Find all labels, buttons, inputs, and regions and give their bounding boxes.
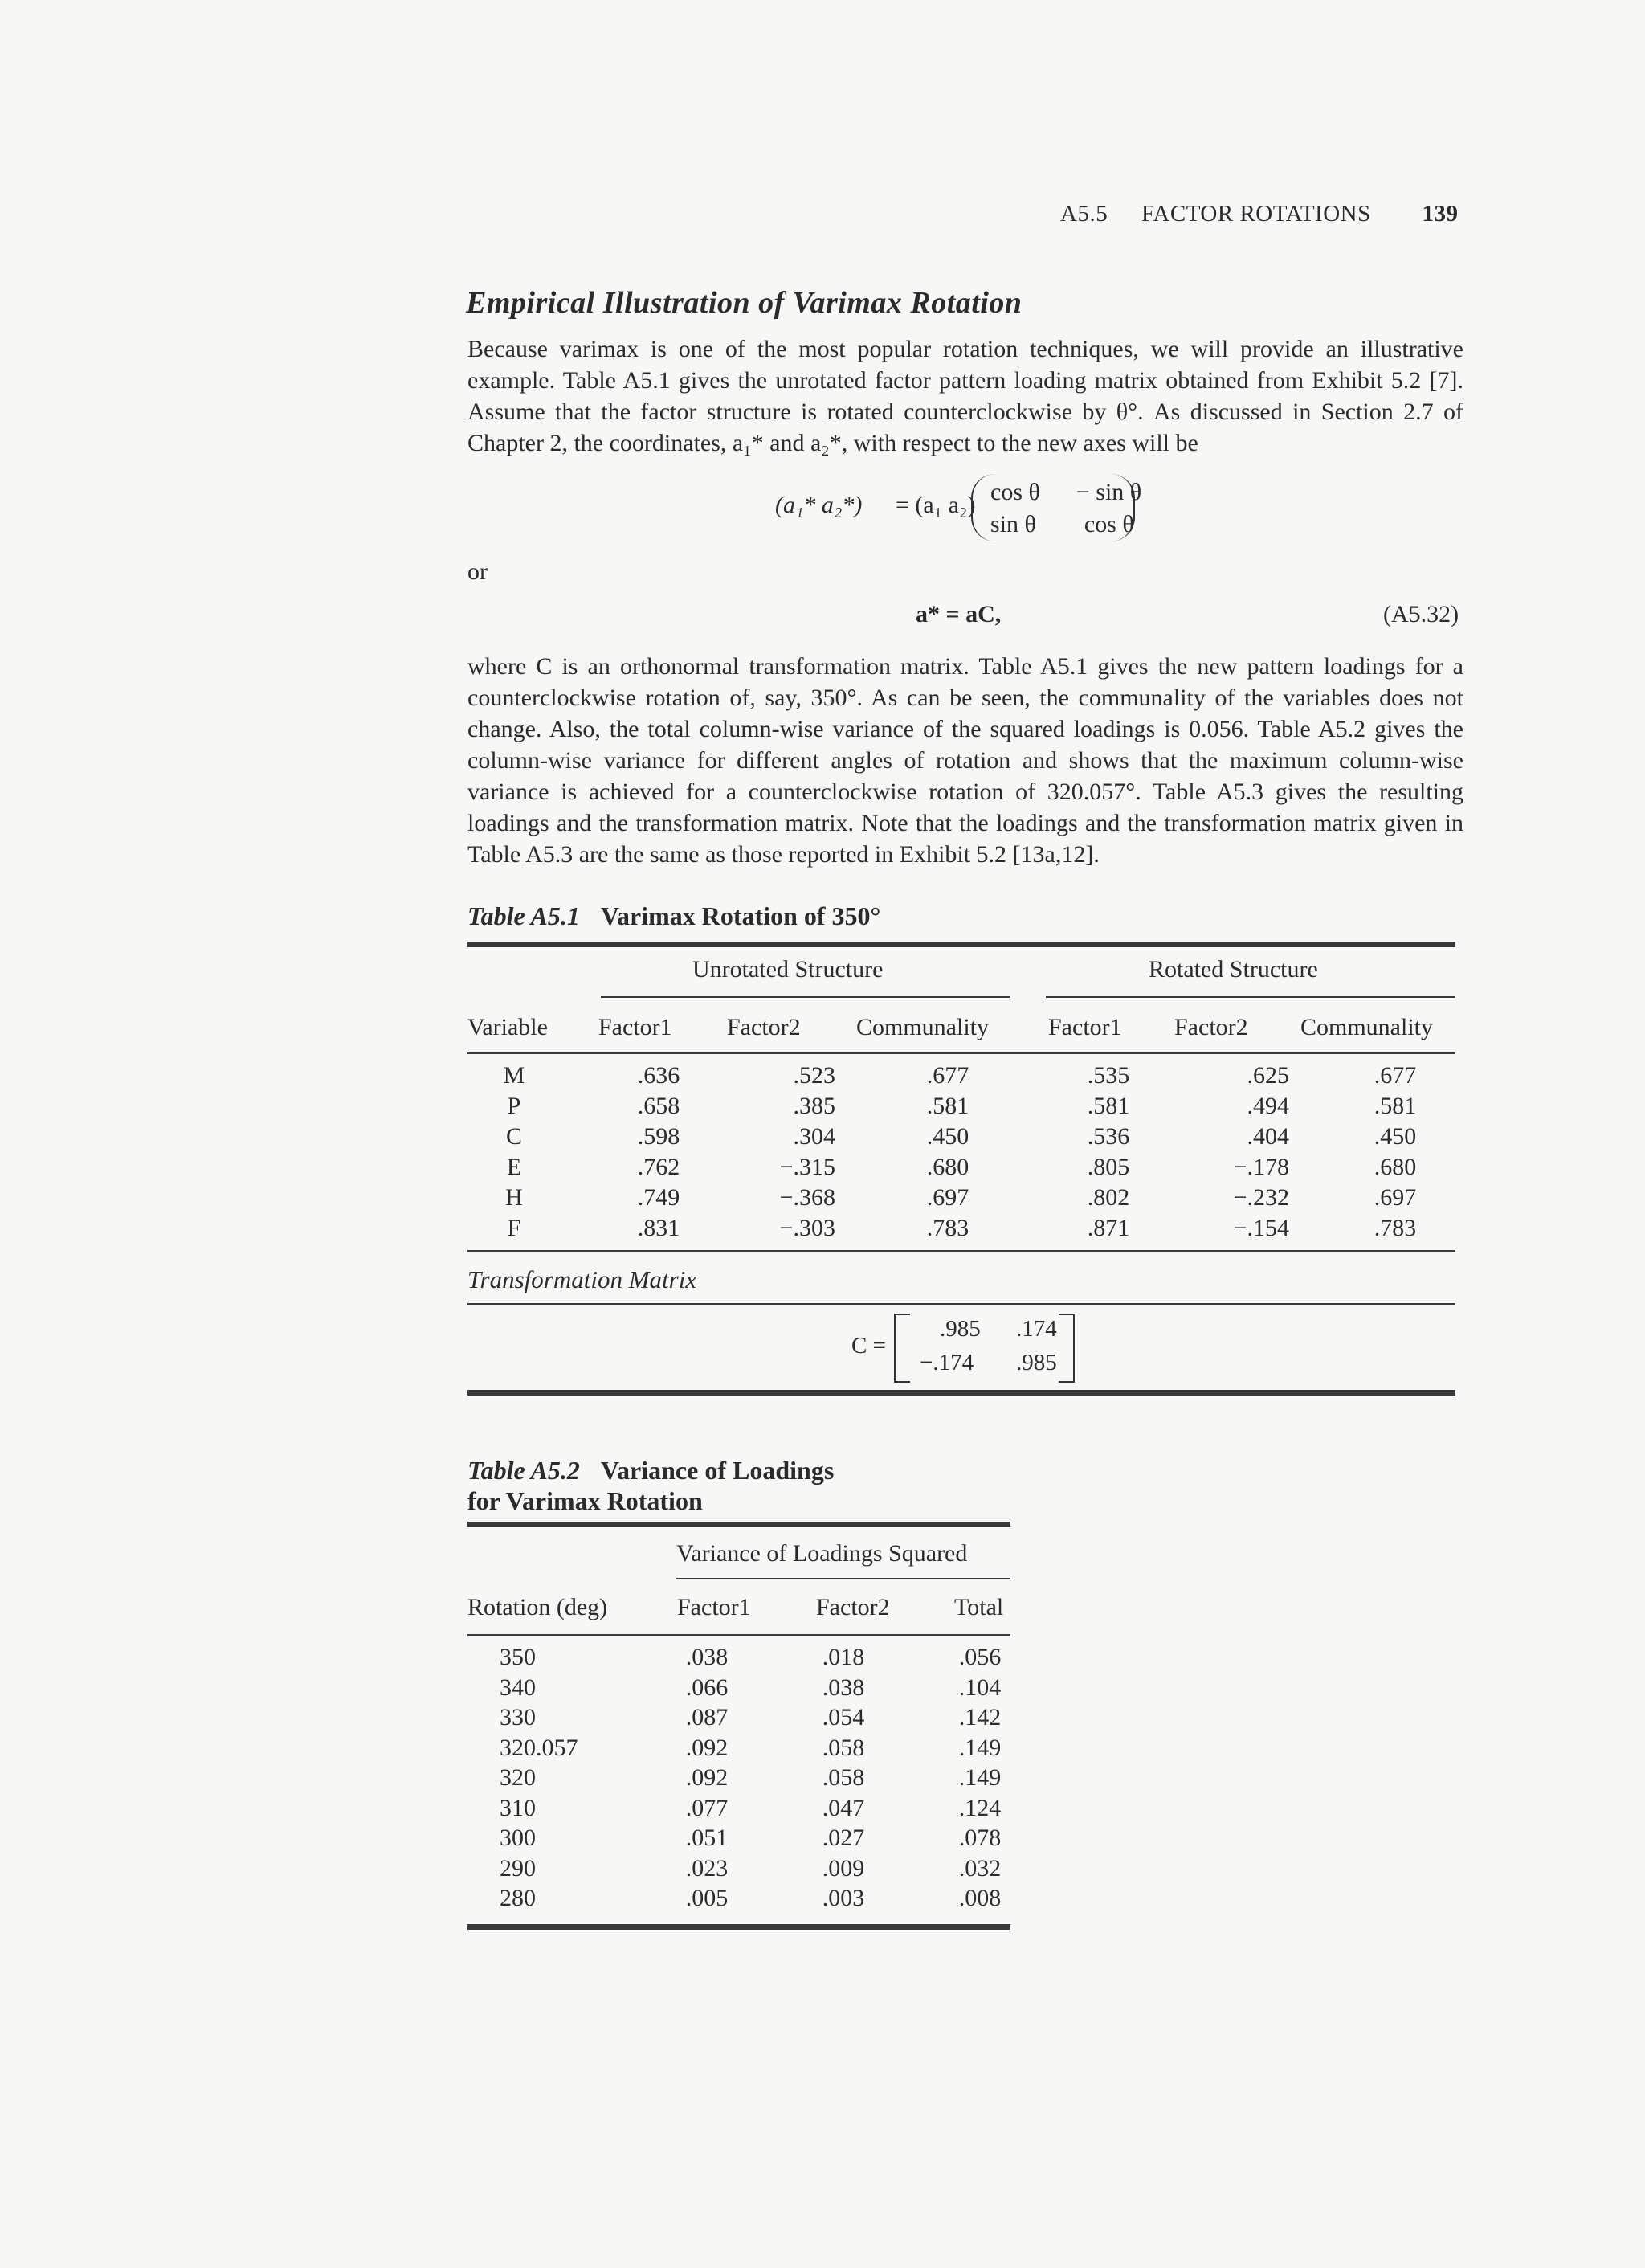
table-a51-value-cell: .680	[1374, 1154, 1417, 1180]
table-a51-header-rule	[467, 1052, 1455, 1054]
running-head-title: FACTOR ROTATIONS	[1141, 201, 1371, 227]
transformation-matrix	[851, 1314, 1092, 1386]
table-a51-group-unrotated: Unrotated Structure	[692, 956, 884, 983]
table-a52-top-rule	[467, 1522, 1010, 1527]
table-a51-value-cell: .581	[926, 1093, 969, 1119]
table-a52-value-cell: .051	[685, 1825, 729, 1851]
table-a52-value-cell: .038	[822, 1673, 865, 1701]
table-a51-value-cell: .404	[1247, 1123, 1289, 1150]
table-a51-value-cell: .598	[637, 1123, 680, 1150]
table-a51-top-rule	[467, 942, 1455, 947]
table-a51-value-cell: −.315	[779, 1154, 835, 1180]
table-a52-value-cell: .149	[958, 1734, 1002, 1761]
table-a51-value-cell: .536	[1087, 1123, 1130, 1150]
table-a51-value-cell: .762	[637, 1154, 680, 1180]
table-a52-group: Variance of Loadings Squared	[676, 1540, 968, 1567]
table-a51-value-cell: .636	[637, 1062, 680, 1089]
table-a52-value-cell: .092	[685, 1734, 729, 1761]
table-a51-variable-cell: P	[507, 1093, 521, 1119]
running-head	[1060, 201, 1462, 227]
table-a51-value-cell: .658	[637, 1093, 680, 1119]
table-a51-value-cell: −.232	[1233, 1184, 1289, 1211]
table-a52-value-cell: .124	[958, 1794, 1002, 1821]
table-a52-value-cell: .008	[958, 1885, 1002, 1911]
table-a52-value-cell: .058	[822, 1764, 865, 1791]
table-a51-value-cell: .697	[1374, 1184, 1417, 1211]
table-a51-value-cell: .677	[1374, 1062, 1417, 1089]
table-a52-title-line2: for Varimax Rotation	[467, 1486, 703, 1515]
table-a52-value-cell: .104	[958, 1673, 1002, 1701]
table-a51-value-cell: .805	[1087, 1154, 1130, 1180]
table-a51-value-cell: .871	[1087, 1215, 1130, 1241]
rotation-equation	[775, 474, 1177, 546]
matrix-right-bracket	[1059, 1314, 1075, 1383]
table-a51-caption	[467, 901, 880, 931]
matrix-label: C =	[851, 1333, 886, 1359]
table-a51-value-cell: .783	[1374, 1215, 1417, 1241]
table-a52-value-cell: .149	[958, 1764, 1002, 1791]
table-a51-value-cell: .680	[926, 1154, 969, 1180]
table-a52-value-cell: .009	[822, 1854, 865, 1882]
table-a51-value-cell: .749	[637, 1184, 680, 1211]
table-a52-value-cell: .003	[822, 1885, 865, 1911]
table-a52-header-factor2: Factor2	[816, 1594, 890, 1620]
table-a52-value-cell: .056	[958, 1644, 1002, 1670]
table-a51-variable-cell: C	[505, 1123, 522, 1150]
table-a51-group-rule-1	[601, 996, 1010, 998]
table-a52-group-rule	[676, 1578, 1010, 1579]
paragraph-explanation: where C is an orthonormal transformation matrix. Table A5.1 gives the new pattern loadings for a counterclockwise rotation of, say, 350°. As can be seen, the communality of the variables does not change. Also, the total column-wise variance of the squared loadings is 0.056. Table A5.2 gives the column-wise variance for different angles of rotation and shows that the maximum column-wise variance is achieved for a counterclockwise rotation of 320.057°. Table A5.3 gives the resulting loadings and the transformation matrix. Note that the loadings and the transformation matrix given in Table A5.3 are the same as those reported in Exhibit 5.2 [13a,12].	[467, 653, 1463, 868]
table-a52-title: Variance of Loadings	[600, 1456, 835, 1485]
table-a51-value-cell: .783	[926, 1215, 969, 1241]
table-a51-group-rule-2	[1046, 996, 1455, 998]
table-a51-value-cell: .697	[926, 1184, 969, 1211]
table-a51-value-cell: .625	[1247, 1062, 1289, 1089]
table-a51-value-cell: .385	[793, 1093, 835, 1119]
table-a52-rotation-cell: 290	[500, 1854, 536, 1882]
table-a52-rotation-cell: 310	[500, 1794, 536, 1821]
table-a51-value-cell: .450	[1374, 1123, 1417, 1150]
table-a52-bottom-rule	[467, 1924, 1010, 1930]
table-a52-value-cell: .092	[685, 1764, 729, 1791]
matrix-r1c2: .174	[1016, 1316, 1057, 1342]
table-a51-header-factor2: Factor2	[727, 1014, 801, 1040]
or-text: or	[467, 558, 488, 585]
table-a51-value-cell: .304	[793, 1123, 835, 1150]
table-a51-value-cell: .802	[1087, 1184, 1130, 1211]
table-a52-value-cell: .066	[685, 1673, 729, 1701]
table-a51-value-cell: .831	[637, 1215, 680, 1241]
table-a52-value-cell: .027	[822, 1825, 865, 1851]
matrix-equation: a* = aC,	[916, 601, 1002, 627]
table-a52-header-total: Total	[954, 1594, 1004, 1620]
table-a52-value-cell: .078	[958, 1825, 1002, 1851]
table-a52-rotation-cell: 330	[500, 1704, 536, 1731]
table-a52-rotation-cell: 280	[500, 1885, 536, 1911]
table-a51-header-factor1: Factor1	[598, 1014, 672, 1040]
table-a52-rotation-cell: 350	[500, 1644, 536, 1670]
table-a51-variable-cell: H	[505, 1184, 523, 1211]
matrix-left-bracket	[894, 1314, 910, 1383]
running-head-section: A5.5	[1060, 201, 1108, 227]
table-a51-header-communality: Communality	[856, 1014, 989, 1040]
table-a52-header-factor1: Factor1	[677, 1594, 751, 1620]
table-a51-value-cell: −.154	[1233, 1215, 1289, 1241]
table-a51-variable-cell: M	[503, 1062, 525, 1089]
equation-rhs: = (a₁ a₂)	[896, 492, 976, 518]
table-a51-header-rot-factor2: Factor2	[1174, 1014, 1248, 1040]
table-a52-rotation-cell: 320	[500, 1764, 536, 1791]
table-a52-caption-line2	[467, 1486, 703, 1516]
transformation-matrix-rule	[467, 1303, 1455, 1305]
table-a51-value-cell: .494	[1247, 1093, 1289, 1119]
table-a52-label: Table A5.2	[467, 1456, 580, 1485]
rotation-matrix-row1: cos θ − sin θ	[990, 479, 1142, 505]
table-a51-header-rot-communality: Communality	[1300, 1014, 1433, 1040]
table-a51-title: Varimax Rotation of 350°	[600, 901, 881, 930]
table-a52-value-cell: .087	[685, 1704, 729, 1731]
table-a51-value-cell: −.178	[1233, 1154, 1289, 1180]
matrix-r2c2: .985	[1016, 1350, 1057, 1375]
table-a52-rotation-cell: 320.057	[500, 1734, 578, 1761]
table-a52-value-cell: .054	[822, 1704, 865, 1731]
table-a51-value-cell: .450	[926, 1123, 969, 1150]
table-a52-rotation-cell: 300	[500, 1825, 536, 1851]
table-a52-value-cell: .077	[685, 1794, 729, 1821]
table-a51-label: Table A5.1	[467, 901, 580, 930]
table-a51-header-variable: Variable	[467, 1014, 548, 1040]
table-a52-value-cell: .032	[958, 1854, 1002, 1882]
table-a51-bottom-rule	[467, 1390, 1455, 1396]
table-a51-value-cell: .581	[1374, 1093, 1417, 1119]
table-a51-value-cell: .535	[1087, 1062, 1130, 1089]
table-a52-value-cell: .038	[685, 1644, 729, 1670]
rotation-matrix-row2: sin θ cos θ	[990, 511, 1134, 537]
matrix-r2c1: −.174	[920, 1350, 974, 1375]
table-a51-header-rot-factor1: Factor1	[1048, 1014, 1122, 1040]
page-number: 139	[1422, 201, 1459, 227]
table-a51-variable-cell: E	[506, 1154, 522, 1180]
table-a51-value-cell: −.303	[779, 1215, 835, 1241]
table-a51-value-cell: .581	[1087, 1093, 1130, 1119]
equation-number: (A5.32)	[1383, 601, 1459, 627]
table-a51-group-rotated: Rotated Structure	[1149, 956, 1318, 983]
section-title: Empirical Illustration of Varimax Rotation	[466, 286, 1023, 320]
table-a52-value-cell: .142	[958, 1704, 1002, 1731]
table-a51-body-rule	[467, 1250, 1455, 1252]
paragraph-intro: Because varimax is one of the most popular rotation techniques, we will provide an illustrative example. Table A5.1 gives the unrotated factor pattern loading matrix obtained from Exhibit 5.2 [7]. Assume that the factor structure is rotated counterclockwise by θ°. As discussed in Section 2.7 of Chapter 2, the coordinates, a₁* and a₂*, with respect to the new axes will be	[467, 336, 1463, 456]
table-a51-value-cell: −.368	[779, 1184, 835, 1211]
table-a51-variable-cell: F	[507, 1215, 521, 1241]
table-a51-value-cell: .523	[793, 1062, 835, 1089]
table-a52-value-cell: .005	[685, 1885, 729, 1911]
table-a51-value-cell: .677	[926, 1062, 969, 1089]
transformation-matrix-caption: Transformation Matrix	[467, 1265, 697, 1293]
table-a52-value-cell: .023	[685, 1854, 729, 1882]
table-a52-header-rotation: Rotation (deg)	[467, 1594, 608, 1620]
table-a52-value-cell: .018	[822, 1644, 865, 1670]
table-a52-rotation-cell: 340	[500, 1673, 536, 1701]
table-a52-value-cell: .047	[822, 1794, 865, 1821]
table-a52-caption	[467, 1456, 834, 1485]
equation-lhs: (a₁* a₂*)	[775, 492, 863, 518]
table-a52-header-rule	[467, 1634, 1010, 1636]
table-a52-value-cell: .058	[822, 1734, 865, 1761]
matrix-r1c1: .985	[940, 1316, 981, 1342]
